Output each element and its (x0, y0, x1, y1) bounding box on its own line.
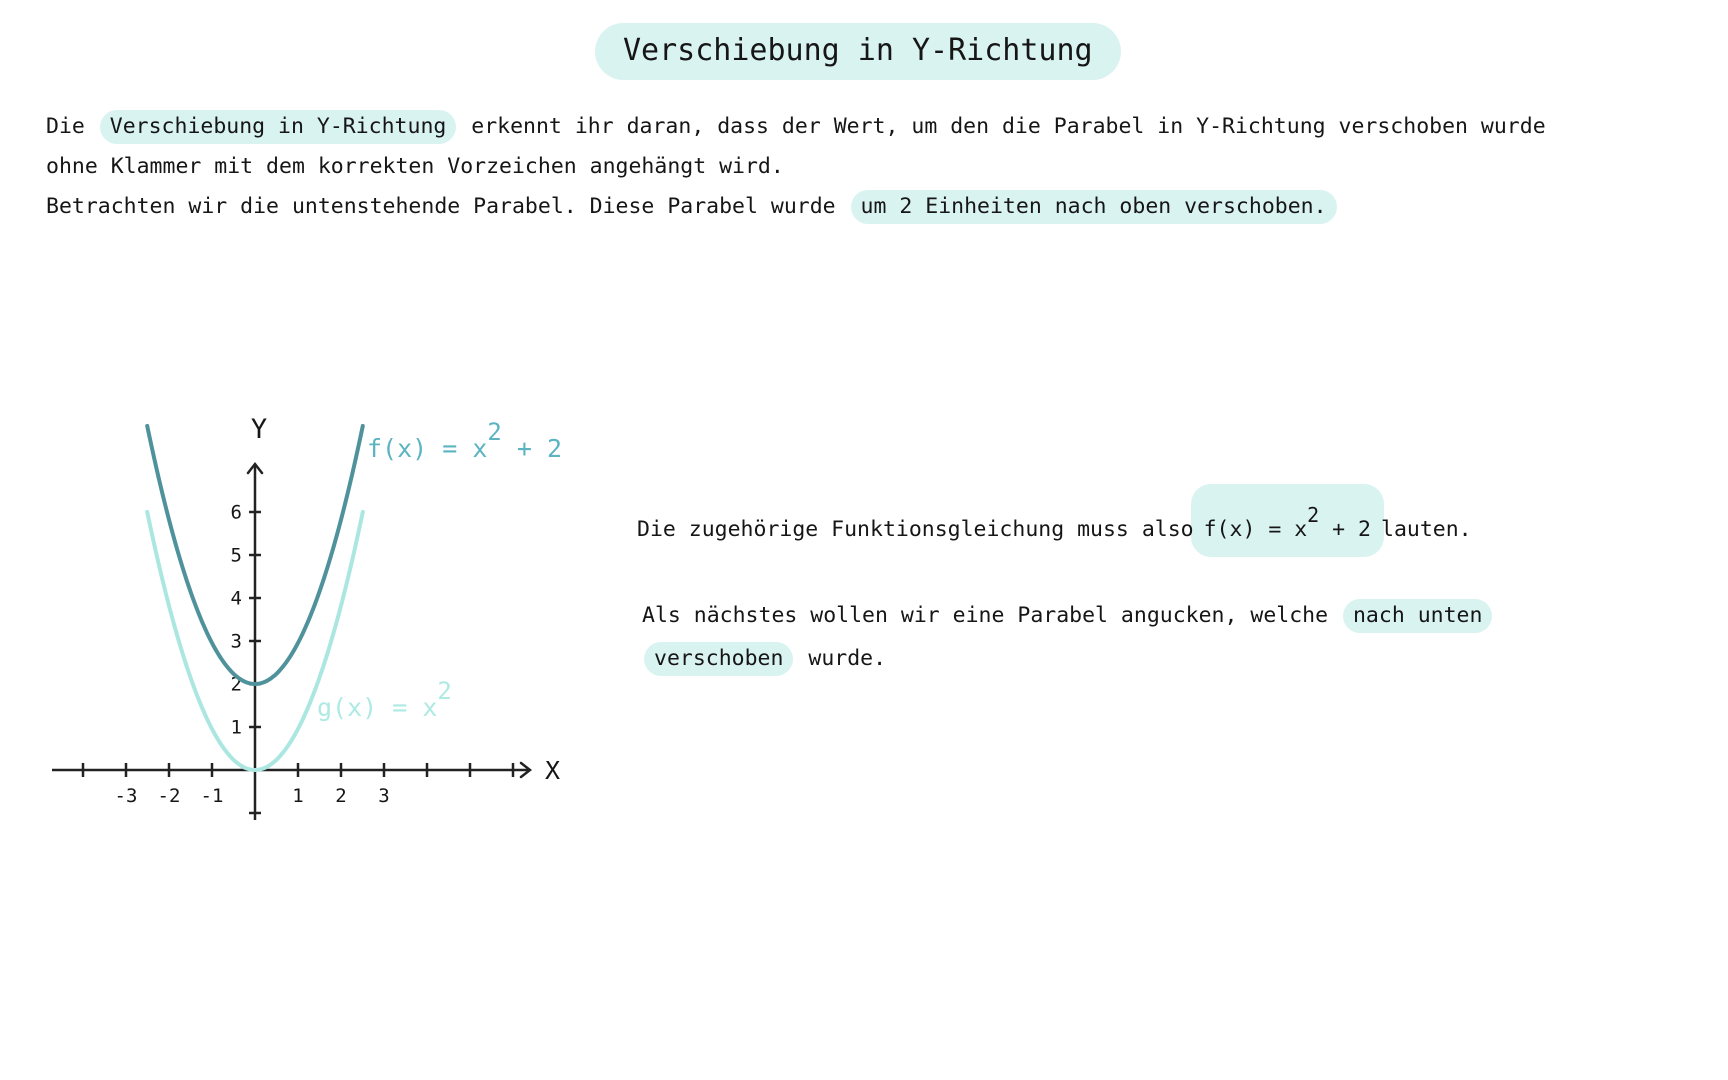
intro-line-2-text: ohne Klammer mit dem korrekten Vorzeichen angehängt wird. (46, 154, 784, 179)
highlight-nach-unten: nach unten (1343, 599, 1492, 633)
x-axis-label: X (545, 756, 561, 785)
x-tick-label: -1 (200, 785, 224, 807)
right-p1-post: lauten. (1381, 517, 1472, 542)
right-p2-post: wurde. (795, 646, 887, 671)
y-tick-label: 3 (230, 630, 242, 653)
x-tick-label: 1 (292, 785, 304, 807)
right-p1-pre: Die zugehörige Funktionsgleichung muss also (637, 517, 1194, 542)
intro-line-1 (46, 107, 1546, 147)
highlight-2-einheiten: um 2 Einheiten nach oben verschoben. (851, 190, 1337, 224)
intro-line-3-pre: Betrachten wir die untenstehende Parabel. Diese Parabel wurde (46, 194, 849, 219)
highlight-y-richtung: Verschiebung in Y-Richtung (100, 110, 457, 144)
y-tick-label: 2 (230, 673, 242, 696)
intro-line-2 (46, 147, 784, 187)
intro-line-1-pre: Die (46, 114, 98, 139)
right-paragraph-2-line-2 (642, 639, 886, 679)
formula-superscript: 2 (1307, 503, 1320, 527)
highlight-formula-fx (1203, 503, 1371, 550)
formula-base: f(x) = x (1203, 517, 1308, 542)
y-tick-label: 4 (230, 587, 242, 610)
formula-tail: + 2 (1319, 517, 1371, 542)
y-tick-label: 5 (230, 544, 242, 567)
highlight-verschoben: verschoben (644, 642, 793, 676)
curve-label-f: f(x) = x2 + 2 (367, 418, 563, 463)
function-graph (40, 360, 610, 830)
x-tick-label: 2 (335, 785, 347, 807)
right-paragraph-1 (637, 503, 1472, 550)
curve-label-g: g(x) = x2 (317, 677, 452, 722)
page-title: Verschiebung in Y-Richtung (595, 23, 1121, 80)
intro-line-3 (46, 187, 1339, 227)
y-axis-label: Y (250, 414, 268, 445)
x-tick-label: -3 (114, 785, 138, 807)
right-paragraph-2-line-1 (642, 596, 1494, 636)
intro-line-1-post: erkennt ihr daran, dass der Wert, um den die Parabel in Y-Richtung verschoben wurde (458, 114, 1546, 139)
x-tick-label: -2 (157, 785, 181, 807)
y-tick-label: 6 (230, 501, 242, 524)
y-tick-label: 1 (230, 716, 242, 739)
right-p2-pre: Als nächstes wollen wir eine Parabel angucken, welche (642, 603, 1341, 628)
x-tick-label: 3 (378, 785, 390, 807)
